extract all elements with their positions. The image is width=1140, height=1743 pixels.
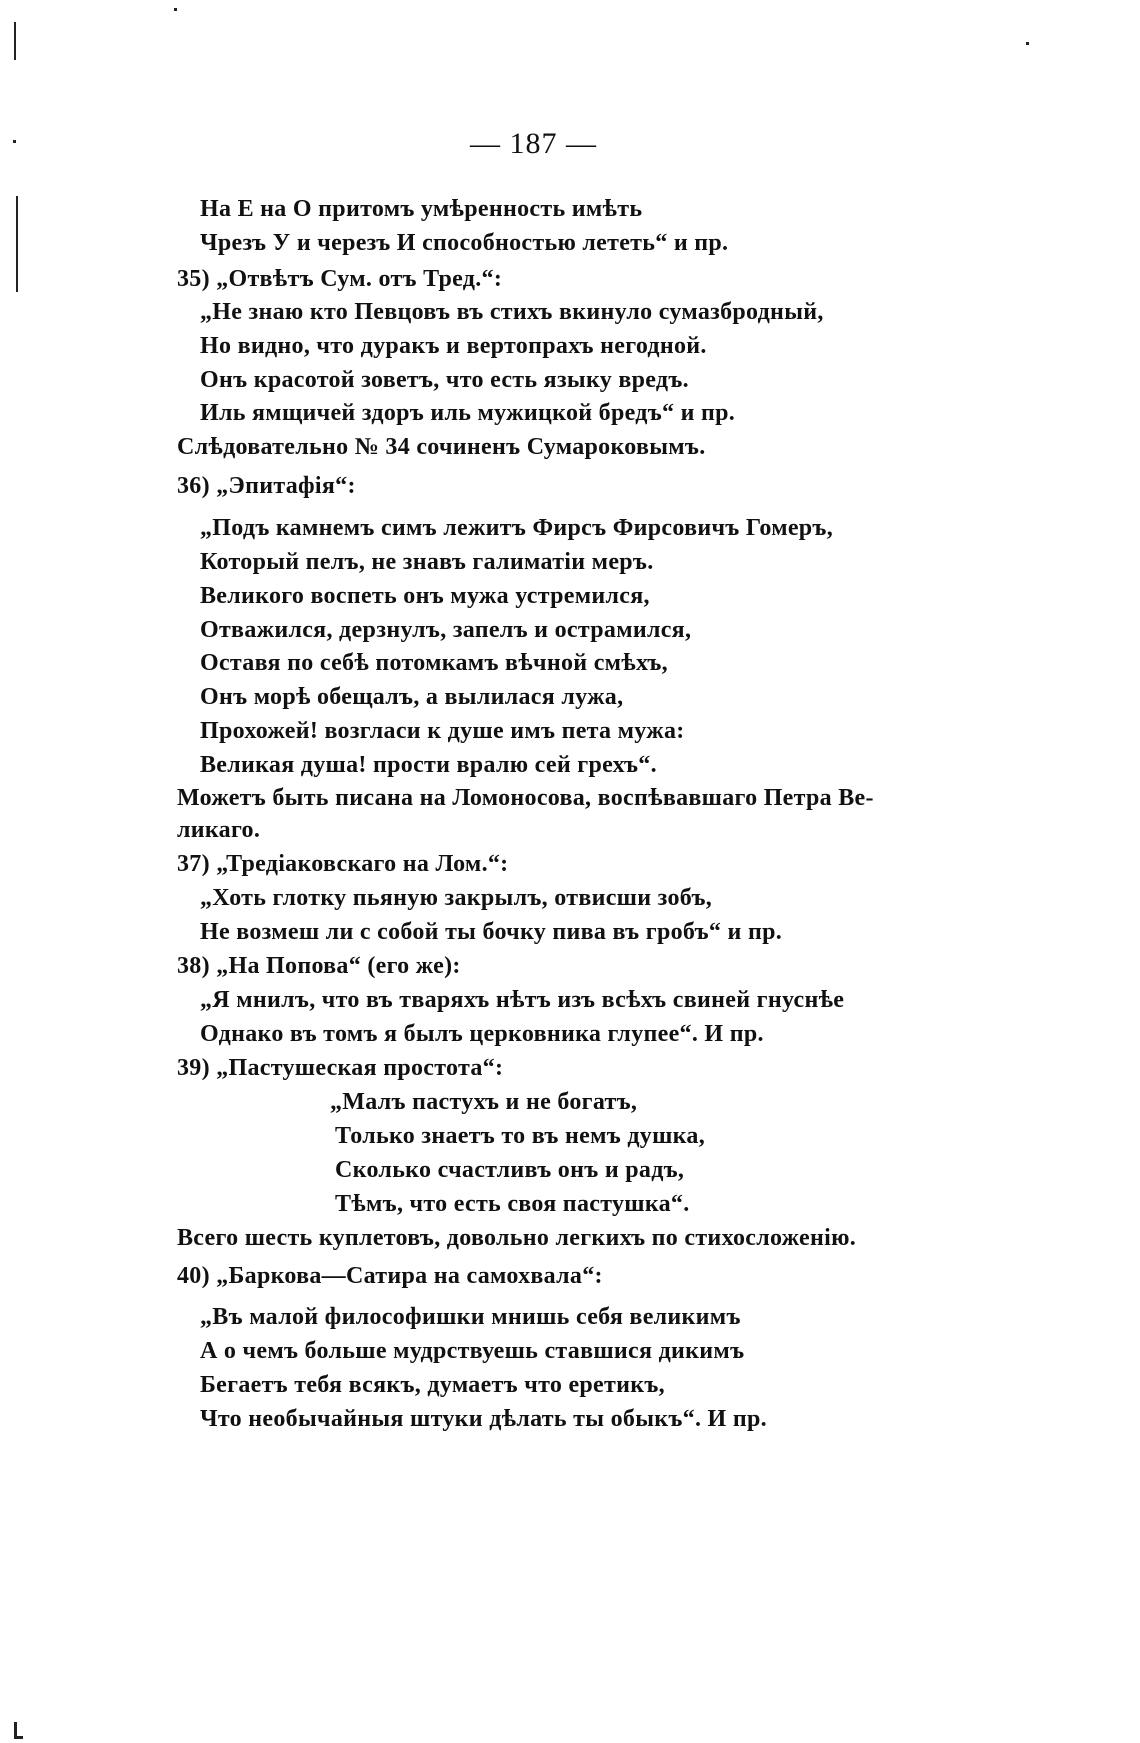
text-line: Великая душа! прости вралю сей грехъ“. [200, 752, 657, 778]
text-line: Не возмеш ли с собой ты бочку пива въ гробъ“ и пр. [200, 919, 783, 945]
text-line: Иль ямщичей здоръ иль мужицкой бредъ“ и пр. [200, 400, 736, 426]
text-line: ликаго. [177, 817, 261, 843]
text-line: Который пелъ, не знавъ галиматіи меръ. [200, 549, 654, 575]
text-line: А о чемъ больше мудрствуешь ставшися дикимъ [200, 1338, 745, 1364]
scan-mark [1026, 42, 1029, 45]
scan-mark [16, 196, 18, 292]
text-line: Всего шесть куплетовъ, довольно легкихъ по стихосложенію. [177, 1225, 857, 1251]
text-line: „Хоть глотку пьяную закрылъ, отвисши зобъ, [200, 885, 713, 911]
section-heading: 39) „Пастушеская простота“: [177, 1055, 504, 1081]
section-heading: 38) „На Попова“ (его же): [177, 953, 461, 979]
text-line: „Не знаю кто Певцовъ въ стихъ вкинуло сумазбродный, [200, 299, 824, 325]
scan-mark [14, 1736, 23, 1739]
text-line: Отважился, дерзнулъ, запелъ и острамился, [200, 617, 692, 643]
scan-mark [13, 140, 16, 143]
text-line: На Е на О притомъ умѣренность имѣть [200, 196, 643, 222]
text-line: Оставя по себѣ потомкамъ вѣчной смѣхъ, [200, 650, 668, 676]
section-heading: 36) „Эпитафія“: [177, 473, 356, 499]
text-line: Великого воспеть онъ мужа устремился, [200, 583, 650, 609]
text-line: Онъ красотой зоветъ, что есть языку вредъ. [200, 367, 689, 393]
text-line: „Подъ камнемъ симъ лежитъ Фирсъ Фирсовичъ Гомеръ, [200, 515, 834, 541]
text-line: Бегаетъ тебя всякъ, думаетъ что еретикъ, [200, 1372, 665, 1398]
text-line: Но видно, что дуракъ и вертопрахъ негодной. [200, 333, 707, 359]
text-line: Можетъ быть писана на Ломоносова, воспѣвавшаго Петра Ве- [177, 785, 874, 811]
text-line: Только знаетъ то въ немъ душка, [335, 1123, 706, 1149]
section-heading: 40) „Баркова—Сатира на самохвала“: [177, 1263, 603, 1289]
section-heading: 37) „Тредіаковскаго на Лом.“: [177, 851, 509, 877]
page-number: — 187 — [470, 127, 597, 160]
text-line: Тѣмъ, что есть своя пастушка“. [335, 1191, 690, 1217]
text-line: Сколько счастливъ онъ и радъ, [335, 1157, 685, 1183]
text-line: Чрезъ У и черезъ И способностью лететь“ и пр. [200, 230, 729, 256]
section-heading: 35) „Отвѣтъ Сум. отъ Тред.“: [177, 266, 503, 292]
text-line: Однако въ томъ я былъ церковника глупее“. И пр. [200, 1021, 764, 1047]
scan-mark [174, 8, 177, 11]
text-line: „Малъ пастухъ и не богатъ, [330, 1089, 638, 1115]
text-line: Что необычайныя штуки дѣлать ты обыкъ“. И пр. [200, 1406, 767, 1432]
text-line: Слѣдовательно № 34 сочиненъ Сумароковымъ. [177, 434, 706, 460]
text-line: „Я мнилъ, что въ тваряхъ нѣтъ изъ всѣхъ свиней гнуснѣе [200, 987, 845, 1013]
text-line: Онъ морѣ обещалъ, а вылилася лужа, [200, 684, 624, 710]
scan-mark [14, 22, 16, 60]
text-line: „Въ малой философишки мнишь себя великимъ [200, 1304, 741, 1330]
text-line: Прохожей! возгласи к душе имъ пета мужа: [200, 718, 685, 744]
